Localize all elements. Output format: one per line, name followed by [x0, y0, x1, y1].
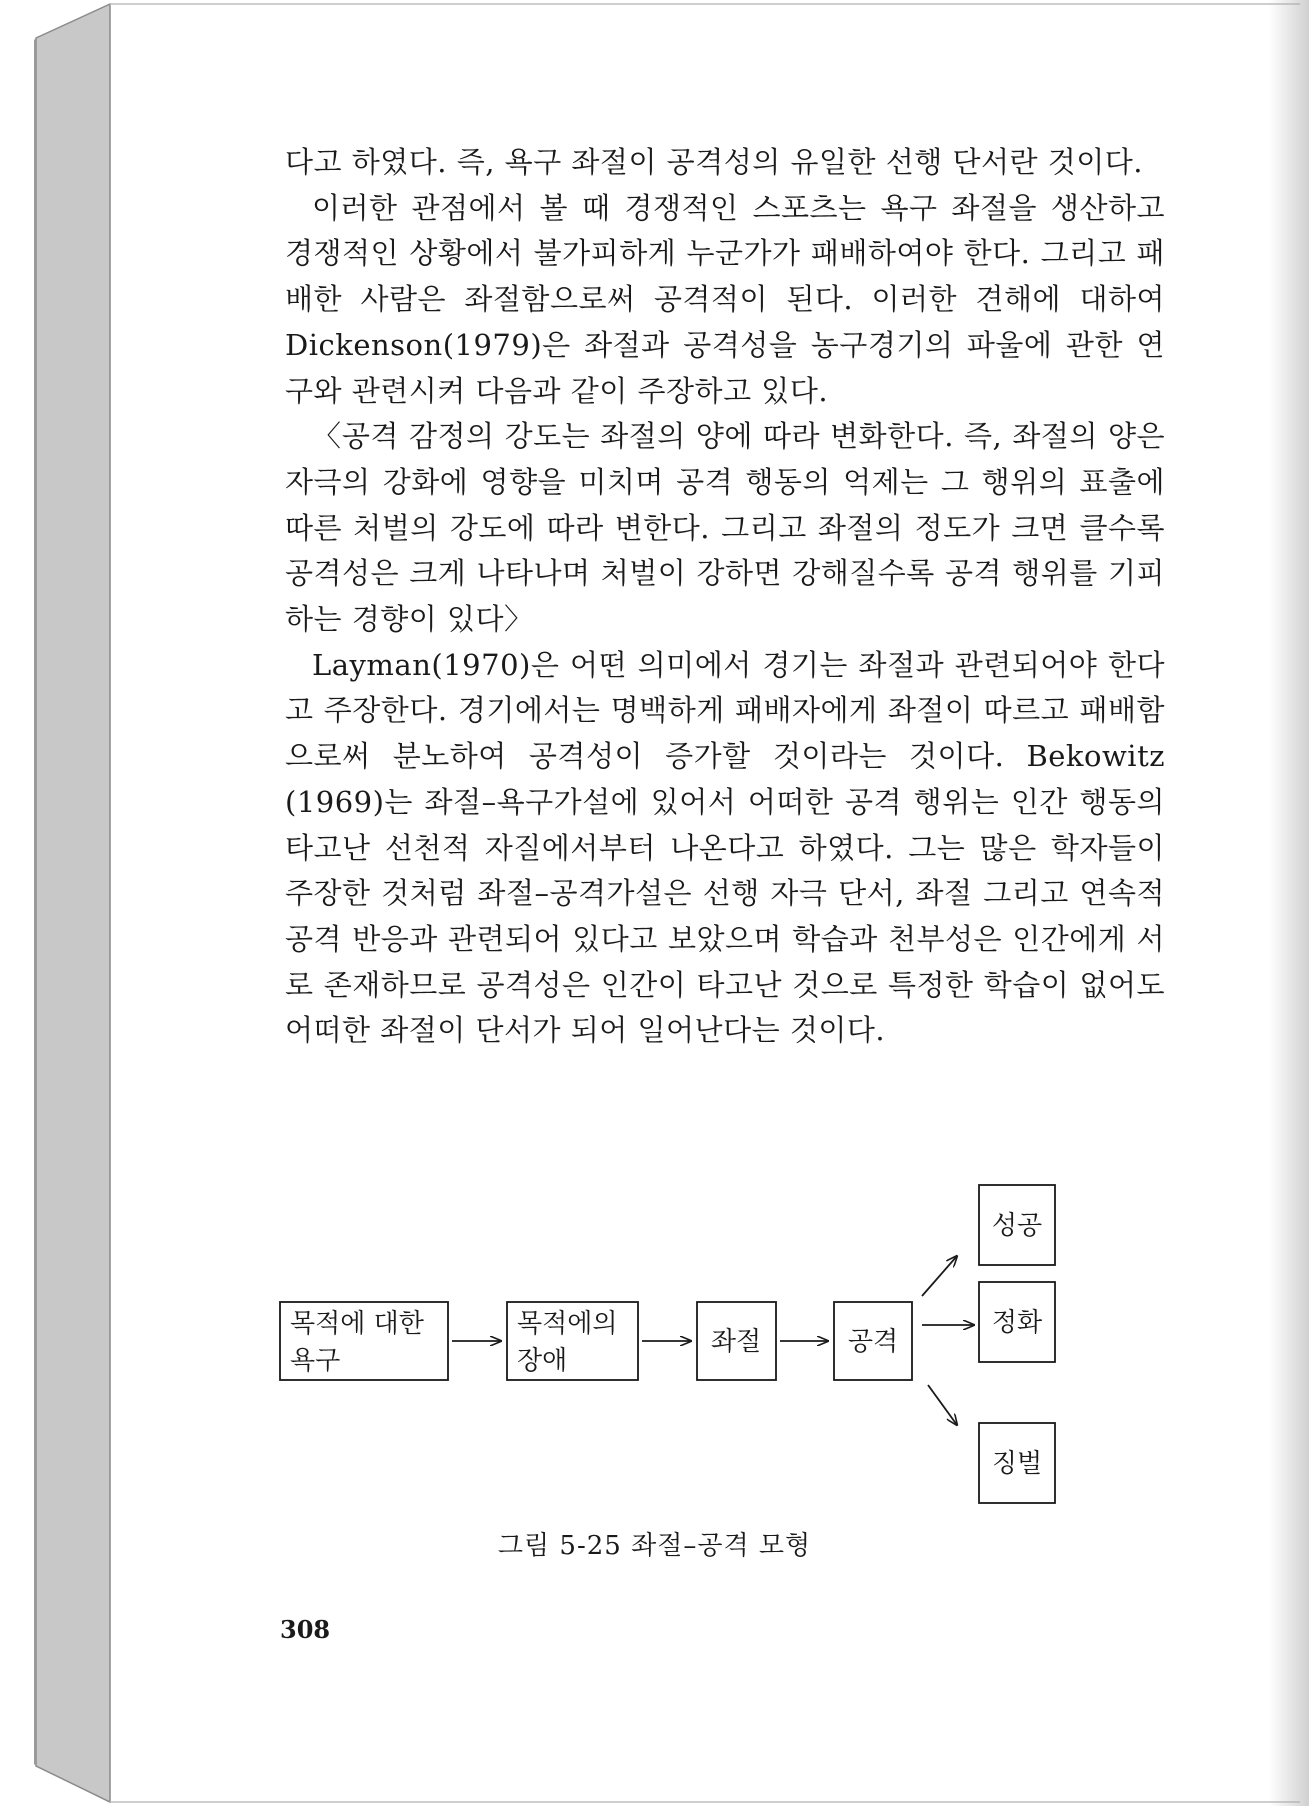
paragraph-4: Layman(1970)은 어떤 의미에서 경기는 좌절과 관련되어야 한다고 주장한다. 경기에서는 명백하게 패배자에게 좌절이 따르고 패배함으로써 분노하여 공격성이 증가할 것이라는 것이다. Bekowitz (1969)는 좌절–욕구가설에 있어서 어떠한 공격 행위는 인간 행동의 타고난 선천적 자질에서부터 나온다고 하였다. 그는 많은 학자들이 주장한 것처럼 좌절–공격가설은 선행 자극 단서, 좌절 그리고 연속적 공격 반응과 관련되어 있다고 보았으며 학습과 천부성은 인간에게 서로 존재하므로 공격성은 인간이 타고난 것으로 특정한 학습이 없어도 어떠한 좌절이 단서가 되어 일어난다는 것이다.: [285, 647, 1165, 1048]
box4-label: 공격: [847, 1327, 899, 1357]
box1-label-line1: 목적에 대한: [290, 1309, 424, 1339]
out2-label: 정화: [991, 1308, 1043, 1338]
box1-label-line2: 욕구: [290, 1346, 341, 1376]
box3-label: 좌절: [710, 1327, 762, 1357]
arrow-success: [922, 1256, 957, 1296]
box2-label-line2: 장애: [517, 1346, 568, 1376]
page-number: 308: [280, 1615, 331, 1644]
box2-label-line1: 목적에의: [517, 1309, 618, 1339]
paragraph-2: 이러한 관점에서 볼 때 경쟁적인 스포츠는 욕구 좌절을 생산하고 경쟁적인 상황에서 불가피하게 누군가가 패배하여야 한다. 그리고 패배한 사람은 좌절함으로써 공격적이 된다. 이러한 견해에 대하여 Dickenson(1979)은 좌절과 공격성을 농구경기의 파울에 관한 연구와 관련시켜 다음과 같이 주장하고 있다.: [285, 190, 1165, 408]
paragraph-3-quote: 〈공격 감정의 강도는 좌절의 양에 따라 변화한다. 즉, 좌절의 양은 자극의 강화에 영향을 미치며 공격 행동의 억제는 그 행위의 표출에 따른 처벌의 강도에 따라 변한다. 그리고 좌절의 정도가 크면 클수록 공격성은 크게 나타나며 처벌이 강하면 강해질수록 공격 행위를 기피하는 경향이 있다〉: [285, 419, 1165, 637]
arrow-punishment: [928, 1385, 957, 1425]
out3-label: 징벌: [991, 1449, 1043, 1479]
paragraph-1: 다고 하였다. 즉, 욕구 좌절이 공격성의 유일한 선행 단서란 것이다.: [285, 145, 1143, 179]
out1-label: 성공: [991, 1211, 1043, 1241]
figure-caption: 그림 5-25 좌절–공격 모형: [497, 1531, 812, 1561]
